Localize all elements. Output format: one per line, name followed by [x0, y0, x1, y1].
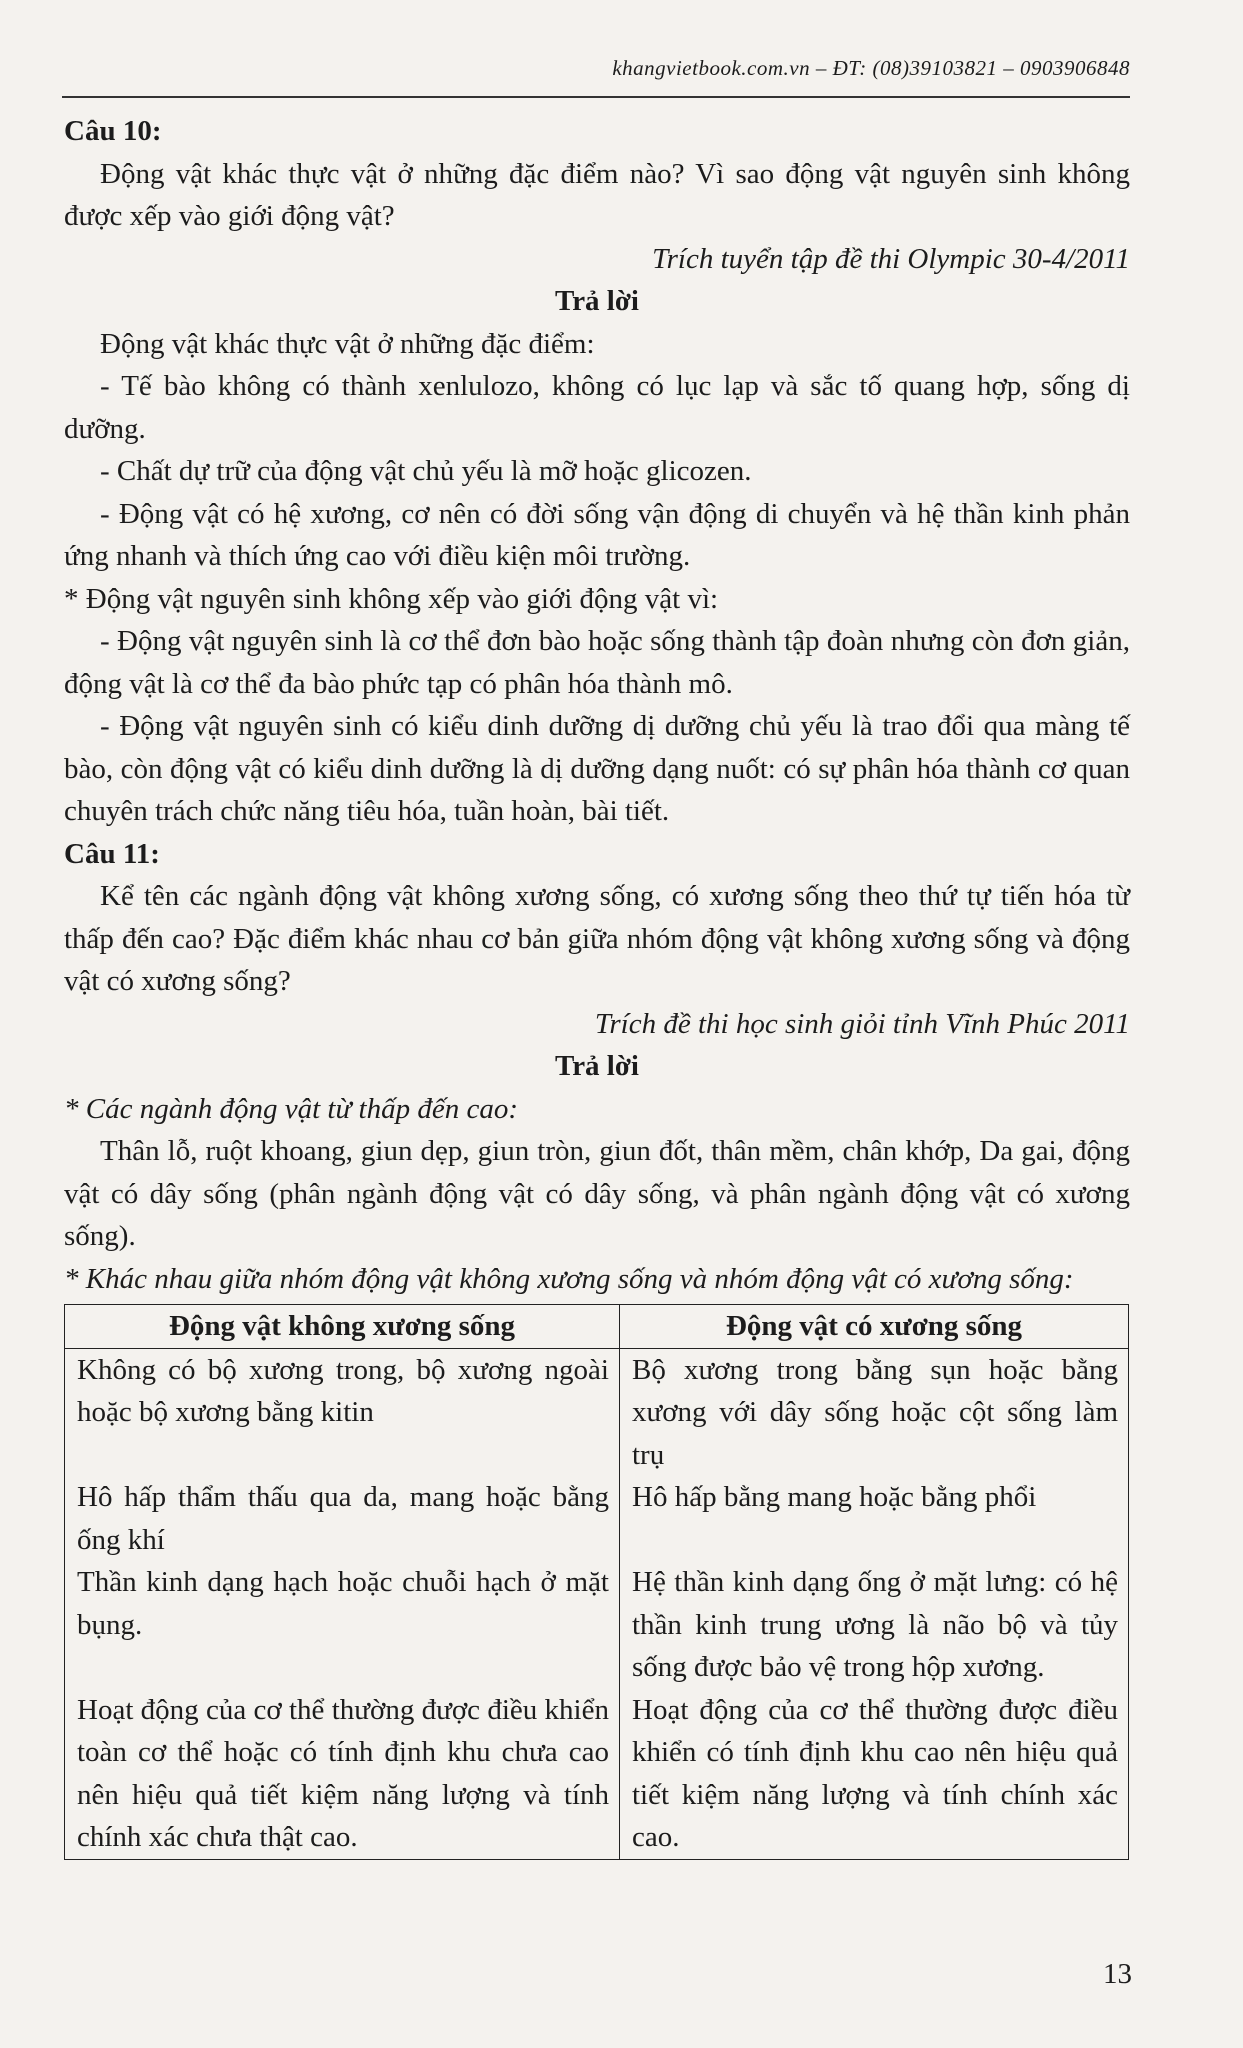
table-cell: Không có bộ xương trong, bộ xương ngoài hoặc bộ xương bằng kitin — [65, 1348, 620, 1476]
table-row — [65, 1561, 1129, 1689]
question-10-answer-label: Trả lời — [555, 285, 639, 317]
table-row — [65, 1689, 1129, 1860]
table-header-row — [65, 1305, 1129, 1349]
question-10-text: Động vật khác thực vật ở những đặc điểm nào? Vì sao động vật nguyên sinh không được xếp vào giới động vật? — [64, 157, 1130, 232]
table-cell: Thần kinh dạng hạch hoặc chuỗi hạch ở mặt bụng. — [65, 1561, 620, 1689]
question-10-source: Trích tuyển tập đề thi Olympic 30-4/2011 — [652, 242, 1130, 275]
question-11-phyla-heading: * Các ngành động vật từ thấp đến cao: — [64, 1092, 518, 1125]
running-header: khangvietbook.com.vn – ĐT: (08)39103821 – 0903906848 — [612, 56, 1130, 80]
question-10-point-3: - Động vật có hệ xương, cơ nên có đời sống vận động di chuyển và hệ thần kinh phản ứng nhanh và thích ứng cao với điều kiện môi trường. — [64, 497, 1130, 572]
page-content — [64, 110, 1130, 1860]
table-cell: Hoạt động của cơ thể thường được điều khiển toàn cơ thể hoặc có tính định khu chưa cao nên hiệu quả tiết kiệm năng lượng và tính chính xác chưa thật cao. — [65, 1689, 620, 1860]
question-11-source: Trích đề thi học sinh giỏi tỉnh Vĩnh Phúc 2011 — [594, 1007, 1130, 1040]
question-11-phyla-text: Thân lỗ, ruột khoang, giun dẹp, giun tròn, giun đốt, thân mềm, chân khớp, Da gai, động vật có dây sống (phân ngành động vật có dây sống, và phân ngành động vật có xương sống). — [64, 1135, 1130, 1252]
table-cell: Hô hấp bằng mang hoặc bằng phổi — [620, 1476, 1129, 1561]
question-10-protozoa-point-1: - Động vật nguyên sinh là cơ thể đơn bào hoặc sống thành tập đoàn nhưng còn đơn giản, động vật là cơ thể đa bào phức tạp có phân hóa thành mô. — [64, 625, 1130, 700]
question-11-answer-label: Trả lời — [555, 1050, 639, 1082]
question-10-point-1: - Tế bào không có thành xenlulozo, không có lục lạp và sắc tố quang hợp, sống dị dưỡng. — [64, 370, 1130, 445]
table-row — [65, 1476, 1129, 1561]
table-row — [65, 1348, 1129, 1476]
table-cell: Hô hấp thẩm thấu qua da, mang hoặc bằng ống khí — [65, 1476, 620, 1561]
table-cell: Hoạt động của cơ thể thường được điều khiển có tính định khu cao nên hiệu quả tiết kiệm năng lượng và tính chính xác cao. — [620, 1689, 1129, 1860]
table-header-invertebrates: Động vật không xương sống — [65, 1305, 620, 1349]
question-10-answer-intro: Động vật khác thực vật ở những đặc điểm: — [100, 327, 595, 360]
question-11-text: Kể tên các ngành động vật không xương sống, có xương sống theo thứ tự tiến hóa từ thấp đến cao? Đặc điểm khác nhau cơ bản giữa nhóm động vật không xương sống và động vật có xương sống? — [64, 880, 1130, 997]
header-rule — [62, 96, 1130, 98]
question-10-title: Câu 10: — [64, 115, 162, 147]
question-10-protozoa-point-2: - Động vật nguyên sinh có kiểu dinh dưỡng dị dưỡng chủ yếu là trao đổi qua màng tế bào, còn động vật có kiểu dinh dưỡng là dị dưỡng dạng nuốt: có sự phân hóa thành cơ quan chuyên trách chức năng tiêu hóa, tuần hoàn, bài tiết. — [64, 710, 1130, 827]
table-cell: Bộ xương trong bằng sụn hoặc bằng xương với dây sống hoặc cột sống làm trụ — [620, 1348, 1129, 1476]
question-11-diff-heading: * Khác nhau giữa nhóm động vật không xương sống và nhóm động vật có xương sống: — [64, 1262, 1074, 1295]
table-cell: Hệ thần kinh dạng ống ở mặt lưng: có hệ thần kinh trung ương là não bộ và tủy sống được bảo vệ trong hộp xương. — [620, 1561, 1129, 1689]
comparison-table — [64, 1304, 1129, 1860]
question-10-point-2: - Chất dự trữ của động vật chủ yếu là mỡ hoặc glicozen. — [100, 455, 752, 487]
question-11-title: Câu 11: — [64, 837, 160, 870]
question-10-protozoa-heading: * Động vật nguyên sinh không xếp vào giới động vật vì: — [64, 582, 719, 615]
page-number: 13 — [1103, 1958, 1132, 1990]
table-header-vertebrates: Động vật có xương sống — [620, 1305, 1129, 1349]
